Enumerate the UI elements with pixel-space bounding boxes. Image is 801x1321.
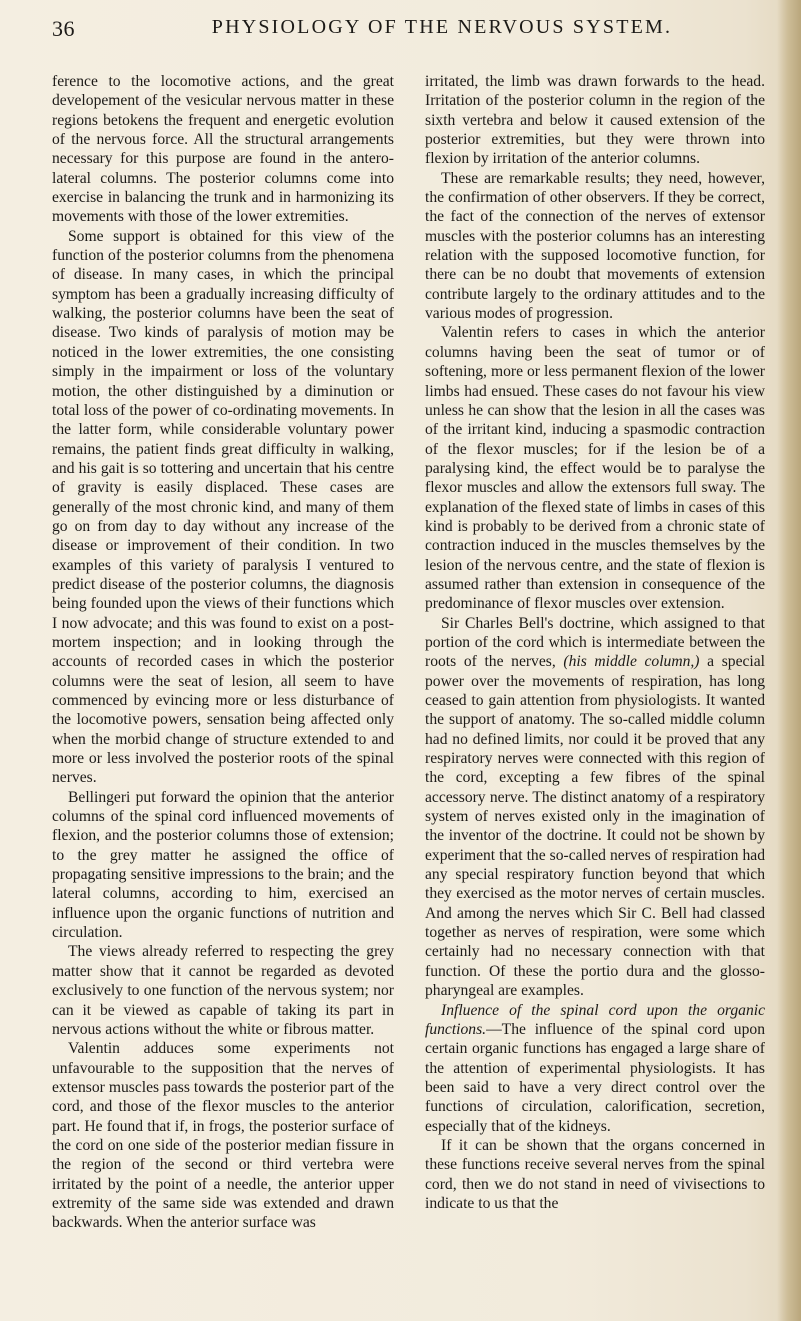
paragraph (425, 1001, 765, 1136)
paragraph: If it can be shown that the organs concerned in these functions receive several nerves from the spinal cord, then we do not stand in need of vivisections to indicate to us that the (425, 1136, 765, 1212)
page-number: 36 (52, 16, 75, 41)
paragraph: The views already referred to respecting the grey matter show that it cannot be regarded as devoted exclusively to one function of the nervous system; nor can it be viewed as capable of taking its part in nervous actions without the white or fibrous matter. (52, 943, 394, 1038)
paragraph: Some support is obtained for this view of the function of the posterior columns from the phenomena of disease. In many cases, in which the principal symptom has been a gradually increasing difficulty of walking, the posterior columns have been the seat of disease. Two kinds of paralysis of motion may be noticed in the lower extremities, the one consisting simply in the impairment or loss of the voluntary motion, the other distinguished by a diminution or total loss of the power of co-ordinating movements. In the latter form, while considerable voluntary power remains, the patient finds great difficulty in walking, and his gait is so tottering and uncertain that his centre of gravity is easily displaced. These cases are generally of the most chronic kind, and many of them go on from day to day without any increase of the disease or improvement of their condition. In two examples of this variety of paralysis I ventured to predict disease of the posterior columns, the diagnosis being founded upon the views of their functions which I now advocate; and this was found to exist on a post-mortem inspection; and in looking through the accounts of recorded cases in which the posterior columns were the seat of lesion, all seem to have commenced by evincing more or less disturbance of the locomotive powers, sensation being affected only when the morbid change of structure extended to and more or less involved the posterior roots of the spinal nerves. (52, 227, 394, 787)
paragraph-text: a special power over the movements of respiration, has long ceased to gain attention from physiologists. It wanted the support of anatomy. The so-called middle column had no defined limits, nor could it be proved that any respiratory nerves were connected with this region of the cord, excepting a few fibres of the spinal accessory nerve. The distinct anatomy of a respiratory system of nerves existed only in the imagination of the inventor of the doctrine. It could not be shown by experiment that the so-called nerves of respiration had any special respiratory function beyond that which they exercised as the motor nerves of certain muscles. And among the nerves which Sir C. Bell had classed together as nerves of respiration, were some which certainly had no necessary connection with that function. Of these the portio dura and the glosso-pharyngeal are examples. (425, 653, 765, 1000)
running-head: PHYSIOLOGY OF THE NERVOUS SYSTEM. (211, 16, 673, 38)
paragraph-text: —The influence of the spinal cord upon certain organic functions has engaged a large share of the attention of experimental physiologists. It has been said to have a very direct control over the functions of circulation, calorification, secretion, especially that of the kidneys. (425, 1020, 765, 1135)
paragraph: irritated, the limb was drawn forwards to the head. Irritation of the posterior column in the region of the sixth vertebra and below it caused extension of the posterior extremities, but they were thrown into flexion by irritation of the anterior columns. (425, 73, 765, 168)
section-heading-italic: Influence of the spinal cord upon the organic functions. (425, 1001, 765, 1038)
paragraph: Valentin adduces some experiments not unfavourable to the supposition that the nerves of extensor muscles pass towards the posterior part of the cord, and those of the flexor muscles to the anterior part. He found that if, in frogs, the posterior surface of the cord on one side of the posterior median fissure in the region of the second or third vertebra were irritated by the point of a needle, the anterior upper extremity of the same side was extended and drawn backwards. When the anterior surface was (52, 1040, 394, 1232)
italic-phrase: (his middle column,) (563, 653, 700, 671)
page-header (52, 12, 770, 42)
paragraph: ference to the locomotive actions, and the great developement of the vesicular nervous matter in these regions betokens the frequent and energetic evolution of the nervous force. All the structural arrangements necessary for this purpose are found in the antero-lateral columns. The posterior columns come into exercise in balancing the trunk and in harmonizing its movements with those of the lower extremities. (52, 73, 394, 226)
paragraph (425, 614, 765, 1001)
paragraph: Valentin refers to cases in which the anterior columns having been the seat of tumor or of softening, more or less permanent flexion of the lower limbs had ensued. These cases do not favour his view unless he can show that the lesion in all the cases was of the irritant kind, inducing a spasmodic contraction of the flexor muscles; for if the lesion be of a paralysing kind, the effect would be to paralyse the flexor muscles and allow the extensors full sway. The explanation of the flexed state of limbs in cases of this kind is probably to be derived from a chronic state of contraction induced in the muscles themselves by the lesion of the nervous centre, and the state of flexion is assumed rather than extension in consequence of the predominance of flexor muscles over extension. (425, 324, 765, 613)
paragraph: Bellingeri put forward the opinion that the anterior columns of the spinal cord influenced movements of flexion, and the posterior columns those of extension; to the grey matter he assigned the office of propagating sensitive impressions to the brain; and the lateral columns, according to him, exercised an influence upon the organic functions of nutrition and circulation. (52, 788, 394, 942)
right-column (425, 72, 765, 1213)
paragraph-text: Sir Charles Bell's doctrine, which assigned to that portion of the cord which is intermediate between the roots of the nerves, (425, 614, 765, 671)
left-column (52, 72, 394, 1233)
paragraph: These are remarkable results; they need, however, the confirmation of other observers. If they be correct, the fact of the connection of the nerves of extensor muscles with the posterior columns has an interesting relation with the supposed locomotive function, for there can be no doubt that movements of extension contribute largely to the ordinary attitudes and to the various modes of progression. (425, 169, 765, 323)
page-edge-shadow (777, 0, 801, 1321)
